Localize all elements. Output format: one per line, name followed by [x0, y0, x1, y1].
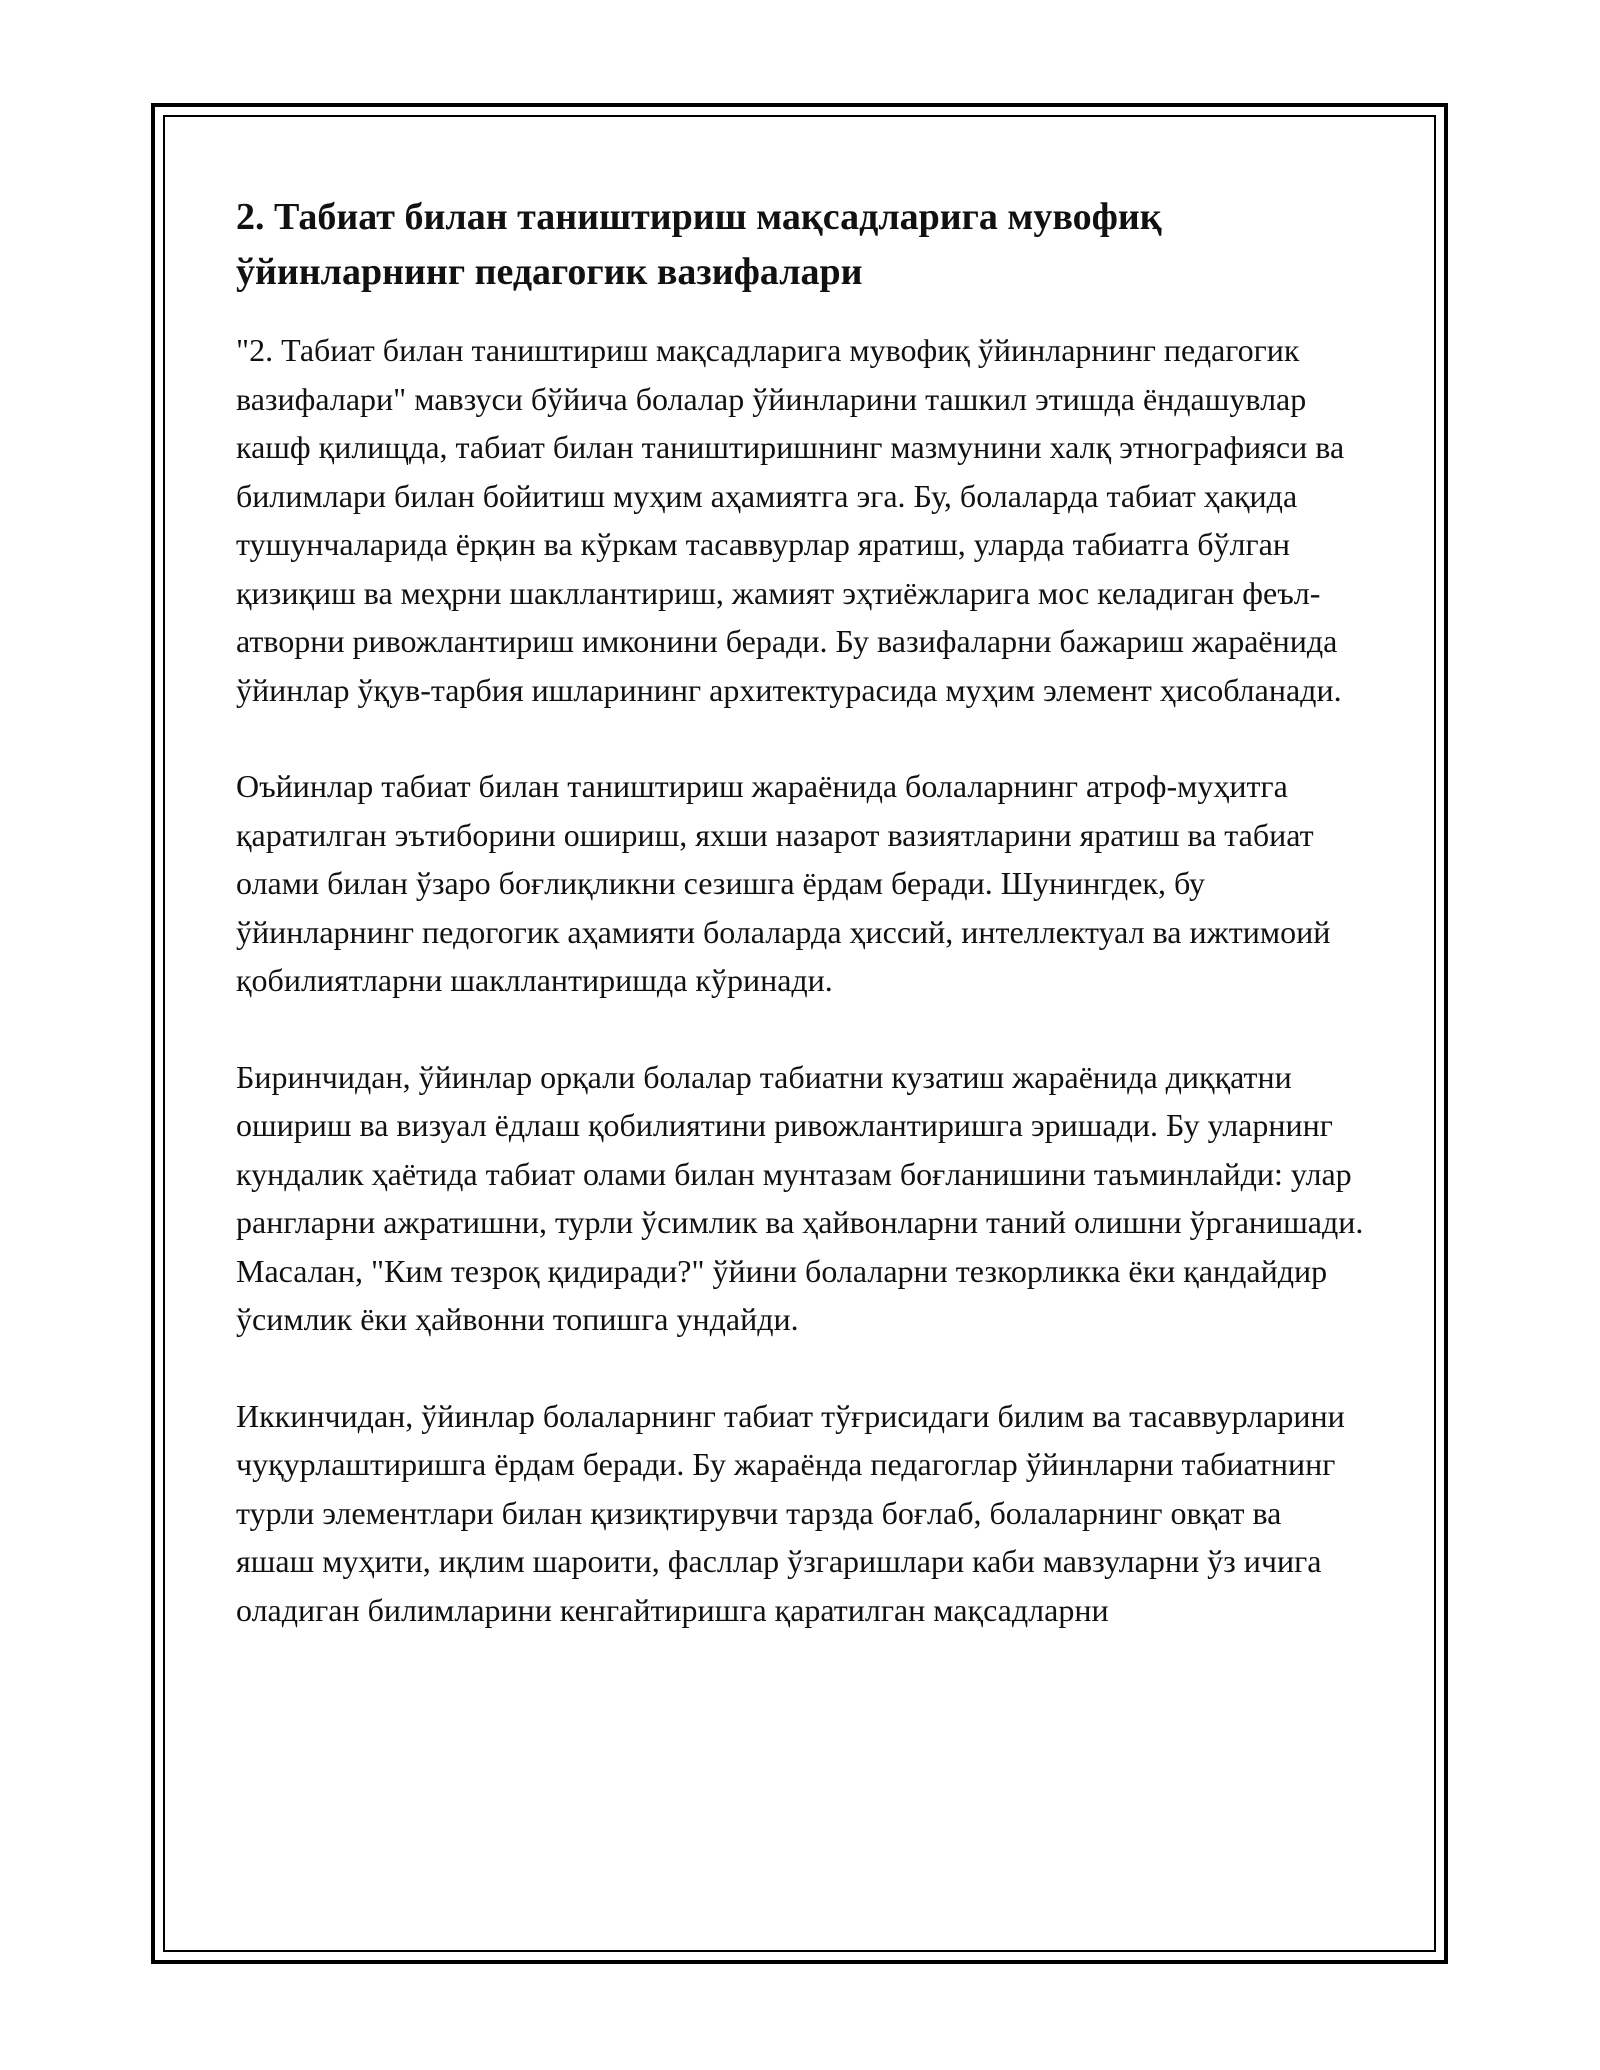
section-heading: 2. Табиат билан таништириш мақсадларига мувофиқ ўйинларнинг педагогик вазифалари: [236, 196, 1162, 293]
paragraph-intro: "2. Табиат билан таништириш мақсадларига мувофиқ ўйинларнинг педагогик вазифалари" мавзуси бўйича болалар ўйинларини ташкил этишда ёндашувлар кашф қилищда, табиат билан таништиришнинг мазмунини халқ этнографияси ва билимлари билан бойитиш муҳим аҳамиятга эга. Бу, болаларда табиат ҳақида тушунчаларида ёрқин ва кўркам тасаввурлар яратиш, уларда табиатга бўлган қизиқиш ва меҳрни шакллантириш, жамият эҳтиёжларига мос келадиган феъл-атворни ривожлантириш имконини беради. Бу вазифаларни бажариш жараёнида ўйинлар ўқув-тарбия ишларининг архитектурасида муҳим элемент ҳисобланади.: [236, 332, 1345, 708]
paragraph-firstly: Биринчидан, ўйинлар орқали болалар табиатни кузатиш жараёнида диққатни ошириш ва визуал ёдлаш қобилиятини ривожлантиришга эришади. Бу уларнинг кундалик ҳаётида табиат олами билан мунтазам боғланишини таъминлайди: улар рангларни ажратишни, турли ўсимлик ва ҳайвонларни таний олишни ўрганишади. Масалан, "Ким тезроқ қидиради?" ўйини болаларни тезкорликка ёки қандайдир ўсимлик ёки ҳайвонни топишга ундайди.: [236, 1058, 1364, 1337]
paragraph-games-attention: Оъйинлар табиат билан таништириш жараёнида болаларнинг атроф-муҳитга қаратилган эътиборини ошириш, яхши назарот вазиятларини яратиш ва табиат олами билан ўзаро боғлиқликни сезишга ёрдам беради. Шунингдек, бу ўйинларнинг педогогик аҳамияти болаларда ҳиссий, интеллектуал ва ижтимоий қобилиятларни шакллантиришда кўринади.: [236, 768, 1331, 998]
document-body: [236, 190, 1366, 1682]
paragraph-secondly: Иккинчидан, ўйинлар болаларнинг табиат тўғрисидаги билим ва тасаввурларини чуқурлаштиришга ёрдам беради. Бу жараёнда педагоглар ўйинларни табиатнинг турли элементлари билан қизиқтирувчи тарзда боғлаб, болаларнинг овқат ва яшаш муҳити, иқлим шароити, фасллар ўзгаришлари каби мавзуларни ўз ичига оладиган билимларини кенгайтиришга қаратилган мақсадларни: [236, 1397, 1345, 1628]
